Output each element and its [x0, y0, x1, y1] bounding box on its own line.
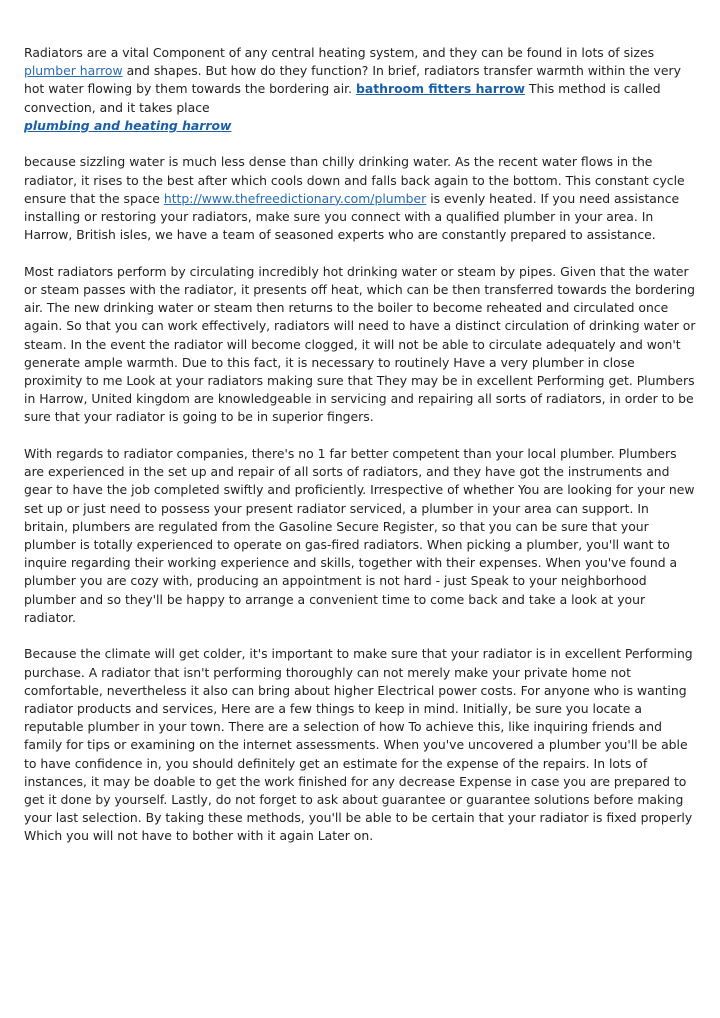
document-body: [24, 44, 696, 864]
bathroom-fitters-harrow-link[interactable]: bathroom fitters harrow: [356, 81, 525, 97]
paragraph-circulation: Most radiators perform by circulating incredibly hot drinking water or steam by pipes. Given that the water or steam passes with the radiator, it presents off heat, which can be then transferred towards the bordering air. The new drinking water or steam then returns to the boiler to become reheated and circulated once again. So that you can work effectively, radiators will need to have a distinct circulation of drinking water or steam. In the event the radiator will become clogged, it will not be able to circulate adequately and won't generate ample warmth. Due to this fact, it is necessary to routinely Have a very plumber in close proximity to me Look at your radiators making sure that They may be in excellent Performing get. Plumbers in Harrow, United kingdom are knowledgeable in servicing and repairing all sorts of radiators, in order to be sure that your radiator is going to be in superior fingers.: [24, 263, 696, 425]
paragraph-intro: [24, 44, 696, 135]
paragraph-text: Radiators are a vital Component of any central heating system, and they can be found in lots of sizes: [24, 45, 655, 60]
plumber-harrow-link[interactable]: plumber harrow: [24, 63, 123, 79]
paragraph-text: This method is called convection, and it takes place: [24, 81, 661, 115]
paragraph-convection: [24, 153, 696, 244]
paragraph-text: is evenly heated. If you need assistance installing or restoring your radiators, make sure you connect with a qualified plumber in your area. In Harrow, British isles, we have a team of seasoned experts who are constantly prepared to assistance.: [24, 190, 680, 243]
paragraph-text: and shapes. But how do they function? In brief, radiators transfer warmth within the very hot water flowing by them towards the bordering air.: [24, 63, 681, 97]
plumbing-and-heating-harrow-link[interactable]: plumbing and heating harrow: [24, 117, 232, 133]
freedictionary-plumber-link[interactable]: http://www.thefreedictionary.com/plumber: [163, 190, 427, 206]
paragraph-text: because sizzling water is much less dense than chilly drinking water. As the recent water flows in the radiator, it rises to the best after which cools down and falls back again to the bottom. This constant cycle ensure that the space: [24, 154, 685, 206]
paragraph-local-plumber: With regards to radiator companies, there's no 1 far better competent than your local plumber. Plumbers are experienced in the set up and repair of all sorts of radiators, and they have got the instruments and gear to have the job completed swiftly and proficiently. Irrespective of whether You are looking for your new set up or just need to possess your present radiator serviced, a plumber in your area can support. In britain, plumbers are regulated from the Gasoline Secure Register, so that you can be sure that your plumber is totally experienced to operate on gas-fired radiators. When picking a plumber, you'll want to inquire regarding their working experience and skills, together with their expenses. When you've found a plumber you are cozy with, producing an appointment is not hard - just Speak to your neighborhood plumber and so they'll be happy to arrange a convenient time to come back and take a look at your radiator.: [24, 446, 695, 625]
paragraph-colder-climate: Because the climate will get colder, it's important to make sure that your radiator is in excellent Performing purchase. A radiator that isn't performing thoroughly can not merely make your private home not comfortable, nevertheless it also can bring about higher Electrical power costs. For anyone who is wanting radiator products and services, Here are a few things to keep in mind. Initially, be sure you locate a reputable plumber in your town. There are a selection of how To achieve this, like inquiring friends and family for tips or examining on the internet assessments. When you've uncovered a plumber you'll be able to have confidence in, you should definitely get an estimate for the expense of the repairs. In lots of instances, it may be doable to get the work finished for any decrease Expense in case you are prepared to get it done by yourself. Lastly, do not forget to ask about guarantee or guarantee solutions before making your last selection. By taking these methods, you'll be able to be certain that your radiator is fixed properly Which you will not have to bother with it again Later on.: [24, 646, 693, 844]
